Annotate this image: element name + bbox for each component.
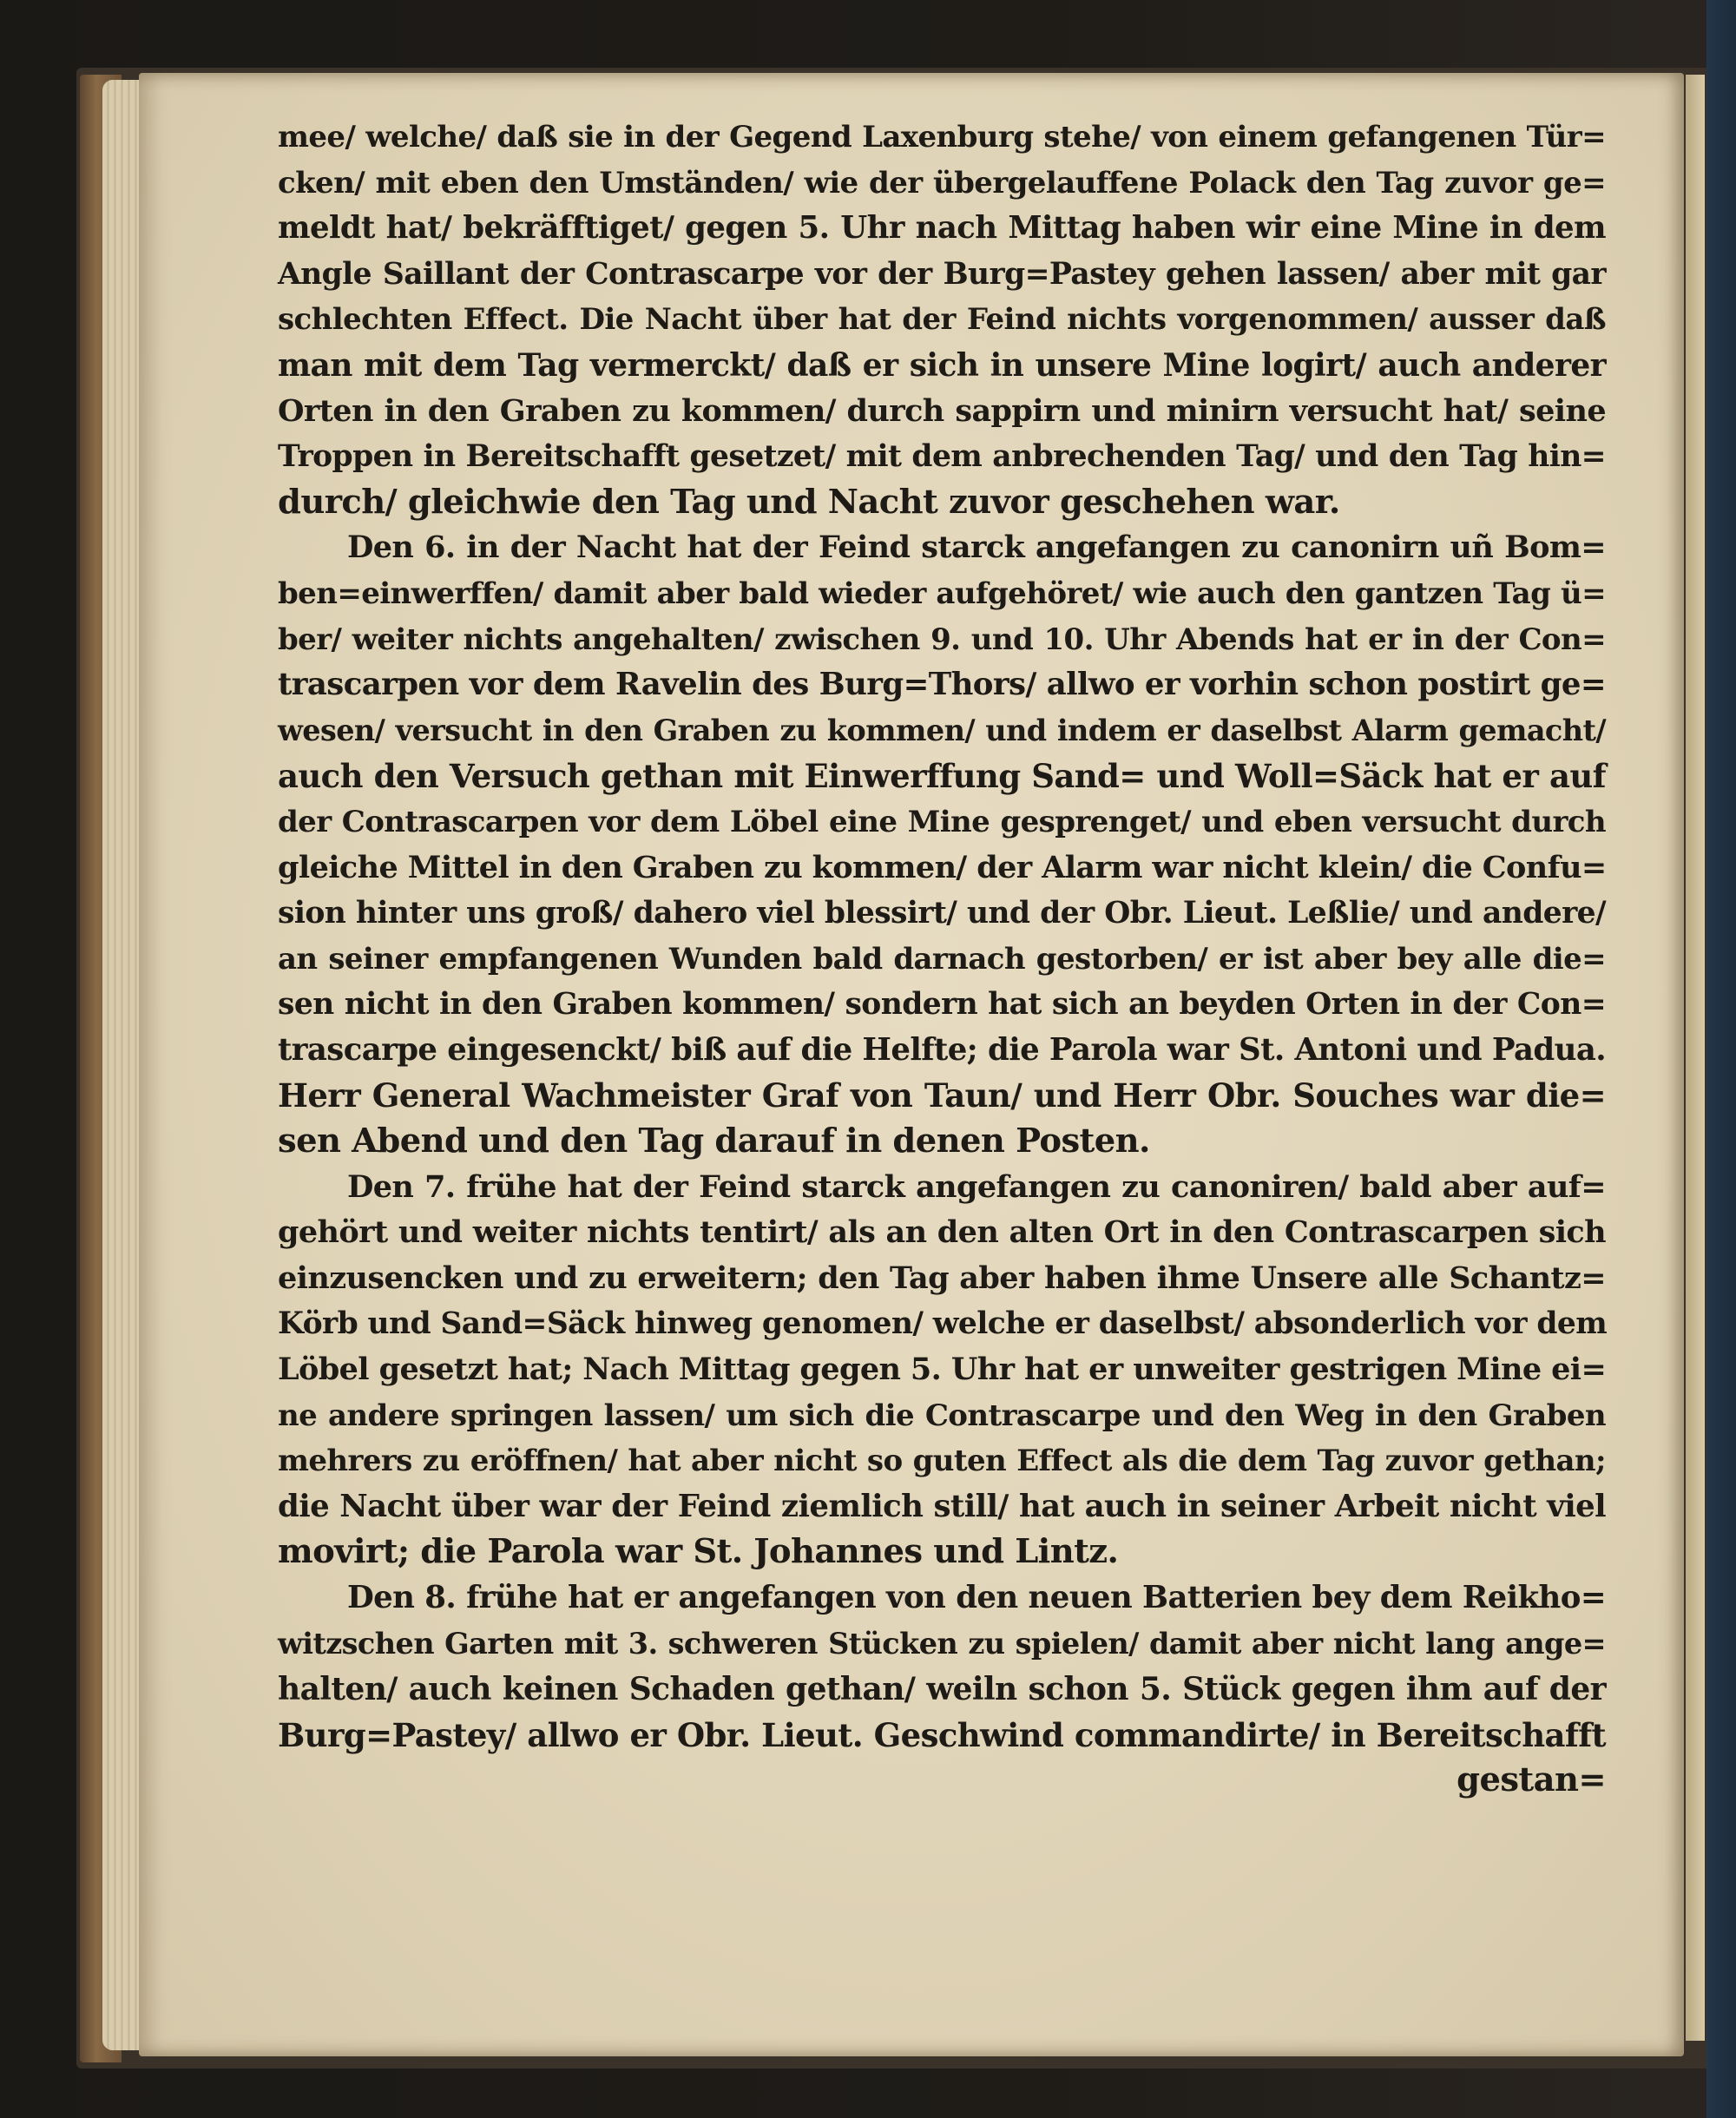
text-line: sen Abend und den Tag darauf in denen Posten. xyxy=(278,1121,1150,1161)
text-line: durch/ gleichwie den Tag und Nacht zuvor geschehen war. xyxy=(278,482,1340,522)
text-line: sion hinter uns groß/ dahero viel blessirt/ und der Obr. Lieut. Leßlie/ und andere/ xyxy=(278,896,1606,931)
text-line: Herr General Wachmeister Graf von Taun/ und Herr Obr. Souches war die= xyxy=(278,1076,1606,1115)
text-line: die Nacht über war der Feind ziemlich still/ hat auch in seiner Arbeit nicht viel xyxy=(278,1488,1606,1524)
paragraph-start-line: Den 8. frühe hat er angefangen von den neuen Batterien bey dem Reikho= xyxy=(347,1580,1606,1615)
text-line: trascarpe eingesenckt/ biß auf die Helfte; die Parola war St. Antoni und Padua. xyxy=(278,1031,1606,1068)
paragraph-start-line: Den 7. frühe hat der Feind starck angefangen zu canoniren/ bald aber auf= xyxy=(347,1168,1606,1205)
text-line: Troppen in Bereitschafft gesetzet/ mit dem anbrechenden Tag/ und den Tag hin= xyxy=(278,439,1606,475)
page-text xyxy=(278,115,1606,1804)
text-line: wesen/ versucht in den Graben zu kommen/ und indem er daselbst Alarm gemacht/ xyxy=(278,713,1606,747)
text-line: movirt; die Parola war St. Johannes und Lintz. xyxy=(278,1532,1119,1572)
text-line: meldt hat/ bekräfftiget/ gegen 5. Uhr nach Mittag haben wir eine Mine in dem xyxy=(278,210,1606,247)
text-line: Burg=Pastey/ allwo er Obr. Lieut. Geschwind commandirte/ in Bereitschafft xyxy=(278,1715,1606,1754)
text-line: cken/ mit eben den Umständen/ wie der übergelauffene Polack den Tag zuvor ge= xyxy=(278,165,1606,201)
text-line: Körb und Sand=Säck hinweg genomen/ welche er daselbst/ absonderlich vor dem xyxy=(278,1306,1608,1342)
text-line: Angle Saillant der Contrascarpe vor der Burg=Pastey gehen lassen/ aber mit gar xyxy=(278,256,1606,292)
text-line: gehört und weiter nichts tentirt/ als an den alten Ort in den Contrascarpen sich xyxy=(278,1214,1606,1251)
text-line: Orten in den Graben zu kommen/ durch sappirn und minirn versucht hat/ seine xyxy=(278,392,1606,429)
text-line: der Contrascarpen vor dem Löbel eine Mine gesprenget/ und eben versucht durch xyxy=(278,804,1606,839)
scan-background-strip xyxy=(1706,0,1736,2118)
text-line: auch den Versuch gethan mit Einwerffung Sand= und Woll=Säck hat er auf xyxy=(278,757,1606,796)
catchword: gestan= xyxy=(1457,1760,1606,1800)
text-line: schlechten Effect. Die Nacht über hat der Feind nichts vorgenommen/ ausser daß xyxy=(278,302,1606,338)
text-line: an seiner empfangenen Wunden bald darnach gestorben/ er ist aber bey alle die= xyxy=(278,941,1606,977)
text-line: man mit dem Tag vermerckt/ daß er sich in unsere Mine logirt/ auch anderer xyxy=(278,346,1606,384)
text-line: trascarpen vor dem Ravelin des Burg=Thors/ allwo er vorhin schon postirt ge= xyxy=(278,667,1606,703)
text-line: ne andere springen lassen/ um sich die Contrascarpe und den Weg in den Graben xyxy=(278,1398,1606,1433)
text-line: halten/ auch keinen Schaden gethan/ weiln schon 5. Stück gegen ihm auf der xyxy=(278,1671,1606,1708)
facing-page-edge xyxy=(1686,75,1705,2041)
text-line: Löbel gesetzt hat; Nach Mittag gegen 5. Uhr hat er unweiter gestrigen Mine ei= xyxy=(278,1352,1607,1388)
text-line: mehrers zu eröffnen/ hat aber nicht so guten Effect als die dem Tag zuvor gethan; xyxy=(278,1444,1606,1479)
text-line: ber/ weiter nichts angehalten/ zwischen 9. und 10. Uhr Abends hat er in der Con= xyxy=(278,622,1606,657)
text-line: gleiche Mittel in den Graben zu kommen/ der Alarm war nicht klein/ die Confu= xyxy=(278,849,1607,885)
text-line: sen nicht in den Graben kommen/ sondern hat sich an beyden Orten in der Con= xyxy=(278,987,1606,1023)
text-line: witzschen Garten mit 3. schweren Stücken zu spielen/ damit aber nicht lang ange= xyxy=(278,1626,1606,1661)
text-line: ben=einwerffen/ damit aber bald wieder aufgehöret/ wie auch den gantzen Tag ü= xyxy=(278,576,1606,611)
text-line: mee/ welche/ daß sie in der Gegend Laxenburg stehe/ von einem gefangenen Tür= xyxy=(278,120,1606,155)
text-line: einzusencken und zu erweitern; den Tag aber haben ihme Unsere alle Schantz= xyxy=(278,1260,1606,1296)
paragraph-start-line: Den 6. in der Nacht hat der Feind starck angefangen zu canonirn uñ Bom= xyxy=(347,530,1606,566)
